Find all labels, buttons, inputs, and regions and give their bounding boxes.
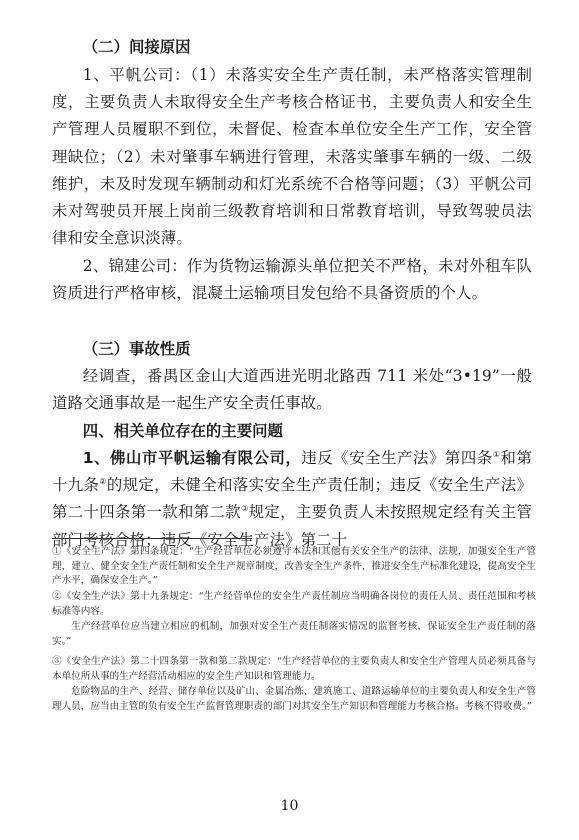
- text-segment: 和第十九条: [52, 449, 532, 495]
- footnote-3: ③《安全生产法》第二十四条第一款和第二款规定：“生产经营单位的主要负责人和安全生产管理人员必须具备与本单位所从事的生产经营活动相应的安全生产知识和管理能力。: [52, 656, 536, 682]
- footnote-ref-2: ②: [99, 477, 107, 487]
- paragraph-accident-nature: 经调查，番禺区金山大道西进光明北路西 711 米处“3•19”一般道路交通事故是一起生产安全责任事故。: [52, 367, 532, 413]
- footnote-2-continued: 生产经营单位应当建立相应的机制，加强对安全生产责任制落实情况的监督考核，保证安全生产责任制的落实。”: [52, 621, 536, 647]
- footnote-divider: [52, 538, 252, 539]
- footnote-2: ②《安全生产法》第十九条规定：“生产经营单位的安全生产责任制应当明确各岗位的责任人员、责任范围和考核标准等内容。: [52, 591, 536, 617]
- section-heading-indirect-causes: （二）间接原因: [82, 38, 191, 56]
- company-name-lead: 1、佛山市平帆运输有限公司，: [82, 449, 302, 467]
- footnote-1: ①《安全生产法》第四条规定：“生产经营单位必须遵守本法和其他有关安全生产的法律、法规，加强安全生产管理，建立、健全安全生产责任制和安全生产规章制度，改善安全生产条件，推进安全生产标准化建设，提高安全生产水平，确保安全生产。”: [52, 546, 536, 587]
- text-segment: 的规定，未健全和落实安全生产责任制；违反《安全生产法》第二十四条第一款和第二款: [52, 476, 532, 522]
- footnote-3-continued: 危险物品的生产、经营、储存单位以及矿山、金属冶炼、建筑施工、道路运输单位的主要负责人和安全生产管理人员，应当由主管的负有安全生产监督管理职责的部门对其安全生产知识和管理能力考核合格。考核不得收费。”: [52, 686, 536, 712]
- text-segment: 规定，主要负责人未按照规定经有关主管部门考核合格；违反《安全生产法》第二十: [52, 503, 532, 549]
- text-segment: 违反《安全生产法》第四条: [301, 449, 493, 467]
- page-number: 10: [280, 798, 299, 814]
- section-heading-accident-nature: （三）事故性质: [82, 340, 191, 358]
- footnote-ref-1: ①: [492, 450, 501, 459]
- paragraph-jinjian-company: 2、锦建公司：作为货物运输源头单位把关不严格，未对外租车队资质进行严格审核，混凝土运输项目发包给不具备资质的个人。: [52, 257, 532, 303]
- paragraph-pingfan-company: 1、平帆公司：（1）未落实安全生产责任制，未严格落实管理制度，主要负责人未取得安全生产考核合格证书，主要负责人和安全生产管理人员履职不到位，未督促、检查本单位安全生产工作，安全管理缺位；（2）未对肇事车辆进行管理，未落实肇事车辆的一级、二级维护，未及时发现车辆制动和灯光系统不合格等问题；（3）平帆公司未对驾驶员开展上岗前三级教育培训和日常教育培训，导致驾驶员法律和安全意识淡薄。: [52, 66, 532, 248]
- section-heading-main-problems: 四、相关单位存在的主要问题: [82, 422, 283, 440]
- footnote-ref-3: ③: [241, 504, 249, 514]
